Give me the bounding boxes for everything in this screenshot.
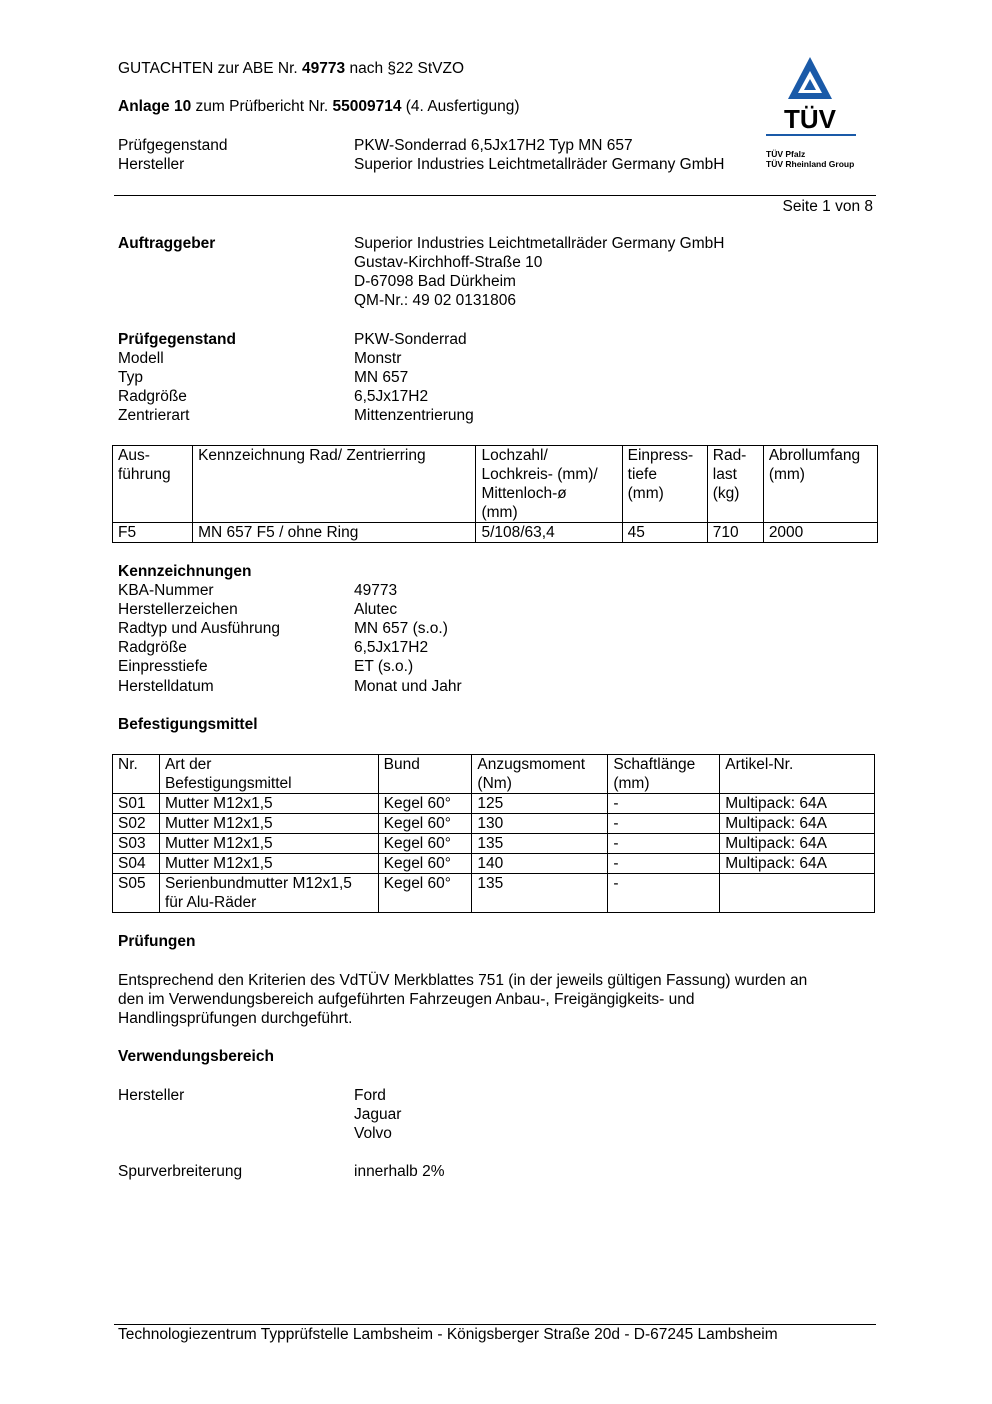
tuev-logo [762,55,862,180]
pruefgegenstand-title-value: PKW-Sonderrad [354,331,467,348]
verwendung-hersteller-item: Volvo [354,1125,392,1142]
table-cell: S02 [113,814,160,834]
logo-sub2: TÜV Rheinland Group [766,159,855,169]
pg-row-value: 6,5Jx17H2 [354,388,429,405]
table-header-cell: Bund [378,755,472,794]
verwendung-title: Verwendungsbereich [118,1048,274,1065]
kz-row-value: MN 657 (s.o.) [354,620,448,637]
pg-row-label: Typ [118,369,143,386]
table-cell: MN 657 F5 / ohne Ring [193,523,476,543]
table-row [113,854,875,874]
table-cell: - [608,854,720,874]
table-header-cell: Abrollumfang (mm) [763,446,877,523]
table-cell: - [608,874,720,913]
pg-row-value: Mittenzentrierung [354,407,474,424]
header-line-1-pre: GUTACHTEN zur ABE Nr. [118,60,303,77]
pg-row-label: Radgröße [118,388,187,405]
verwendung-hersteller-item: Jaguar [354,1106,402,1123]
kz-row-value: ET (s.o.) [354,658,414,675]
anlage-label: Anlage 10 [118,98,192,115]
pruefungen-line: Handlingsprüfungen durchgeführt. [118,1010,353,1027]
table-cell: S03 [113,834,160,854]
logo-sub1: TÜV Pfalz [766,149,806,159]
table-cell: 135 [472,874,608,913]
befestigung-title: Befestigungsmittel [118,716,258,733]
abe-number: 49773 [302,60,346,77]
table-header-cell: Schaftlänge (mm) [608,755,720,794]
page-number: Seite 1 von 8 [782,198,873,215]
table-cell: - [608,814,720,834]
table-cell: Kegel 60° [378,854,472,874]
table-cell: 130 [472,814,608,834]
table-cell: Mutter M12x1,5 [159,854,378,874]
kz-row-label: Herstellerzeichen [118,601,238,618]
header-pg-label: Prüfgegenstand [118,137,228,154]
pg-row-label: Modell [118,350,164,367]
table-cell: 140 [472,854,608,874]
table-header-cell: Art der Befestigungsmittel [159,755,378,794]
table-header-cell: Lochzahl/ Lochkreis- (mm)/ Mittenloch-ø (mm) [476,446,622,523]
pg-row-value: MN 657 [354,369,409,386]
table-header-cell: Nr. [113,755,160,794]
table-cell: Kegel 60° [378,874,472,913]
pruefungen-title: Prüfungen [118,933,196,950]
table-cell: Multipack: 64A [720,794,875,814]
kz-row-value: 49773 [354,582,398,599]
logo-text: TÜV [784,104,836,134]
auftraggeber-line: QM-Nr.: 49 02 0131806 [354,292,516,309]
spur-value: innerhalb 2% [354,1163,445,1180]
footer-address: Technologiezentrum Typprüfstelle Lambsheim - Königsberger Straße 20d - D-67245 Lambsheim [118,1326,778,1343]
kz-row-label: Herstelldatum [118,678,214,695]
table-header-cell: Kennzeichnung Rad/ Zentrierring [193,446,476,523]
table-row [113,794,875,814]
verwendung-hersteller-label: Hersteller [118,1087,185,1104]
header-pg-value: PKW-Sonderrad 6,5Jx17H2 Typ MN 657 [354,137,633,154]
table-cell: F5 [113,523,193,543]
kennzeichnungen-title: Kennzeichnungen [118,563,252,580]
table-cell: Kegel 60° [378,814,472,834]
header-hs-value: Superior Industries Leichtmetallräder Germany GmbH [354,156,725,173]
table-cell: 710 [707,523,763,543]
table-row [113,874,875,913]
table-row [113,523,878,543]
table-cell: S05 [113,874,160,913]
table-header-row [113,446,878,523]
table-cell: Multipack: 64A [720,834,875,854]
kz-row-label: Einpresstiefe [118,658,208,675]
header-divider [114,195,876,196]
table-row [113,814,875,834]
kz-row-label: Radgröße [118,639,187,656]
table-header-cell: Anzugsmoment (Nm) [472,755,608,794]
ausfuehrung-table [112,445,878,543]
kz-row-label: Radtyp und Ausführung [118,620,281,637]
report-number: 55009714 [332,98,402,115]
header-line-2-post: (4. Ausfertigung) [401,98,520,115]
auftraggeber-title: Auftraggeber [118,235,216,252]
table-cell: Kegel 60° [378,794,472,814]
table-cell: Multipack: 64A [720,854,875,874]
pruefgegenstand-title: Prüfgegenstand [118,331,236,348]
table-row [113,834,875,854]
spur-label: Spurverbreiterung [118,1163,243,1180]
table-header-cell: Rad- last (kg) [707,446,763,523]
kz-row-value: Monat und Jahr [354,678,462,695]
auftraggeber-line: D-67098 Bad Dürkheim [354,273,516,290]
befestigung-table [112,754,875,913]
pruefungen-line: Entsprechend den Kriterien des VdTÜV Merkblattes 751 (in der jeweils gültigen Fassung) wurden an [118,972,808,989]
table-cell: Mutter M12x1,5 [159,794,378,814]
pg-row-label: Zentrierart [118,407,190,424]
verwendung-hersteller-item: Ford [354,1087,386,1104]
auftraggeber-line: Gustav-Kirchhoff-Straße 10 [354,254,543,271]
header-hs-label: Hersteller [118,156,185,173]
table-cell: Multipack: 64A [720,814,875,834]
header-line-1-post: nach §22 StVZO [345,60,465,77]
table-cell [720,874,875,913]
table-cell: 45 [622,523,707,543]
header-line-1 [118,59,464,78]
table-cell: - [608,794,720,814]
pruefungen-line: den im Verwendungsbereich aufgeführten Fahrzeugen Anbau-, Freigängigkeits- und [118,991,695,1008]
header-line-2 [118,97,520,116]
table-header-cell: Einpress- tiefe (mm) [622,446,707,523]
header-line-2-mid: zum Prüfbericht Nr. [191,98,333,115]
table-cell: 5/108/63,4 [476,523,622,543]
table-cell: S01 [113,794,160,814]
auftraggeber-line: Superior Industries Leichtmetallräder Germany GmbH [354,235,725,252]
table-header-cell: Artikel-Nr. [720,755,875,794]
table-cell: Mutter M12x1,5 [159,834,378,854]
table-cell: S04 [113,854,160,874]
table-cell: 125 [472,794,608,814]
table-cell: Serienbundmutter M12x1,5 für Alu-Räder [159,874,378,913]
table-header-row [113,755,875,794]
table-cell: 135 [472,834,608,854]
kz-row-value: Alutec [354,601,398,618]
table-cell: - [608,834,720,854]
table-cell: Kegel 60° [378,834,472,854]
kz-row-value: 6,5Jx17H2 [354,639,429,656]
pg-row-value: Monstr [354,350,402,367]
table-header-cell: Aus- führung [113,446,193,523]
tuev-triangle-icon [762,55,862,175]
kz-row-label: KBA-Nummer [118,582,214,599]
table-cell: 2000 [763,523,877,543]
table-cell: Mutter M12x1,5 [159,814,378,834]
